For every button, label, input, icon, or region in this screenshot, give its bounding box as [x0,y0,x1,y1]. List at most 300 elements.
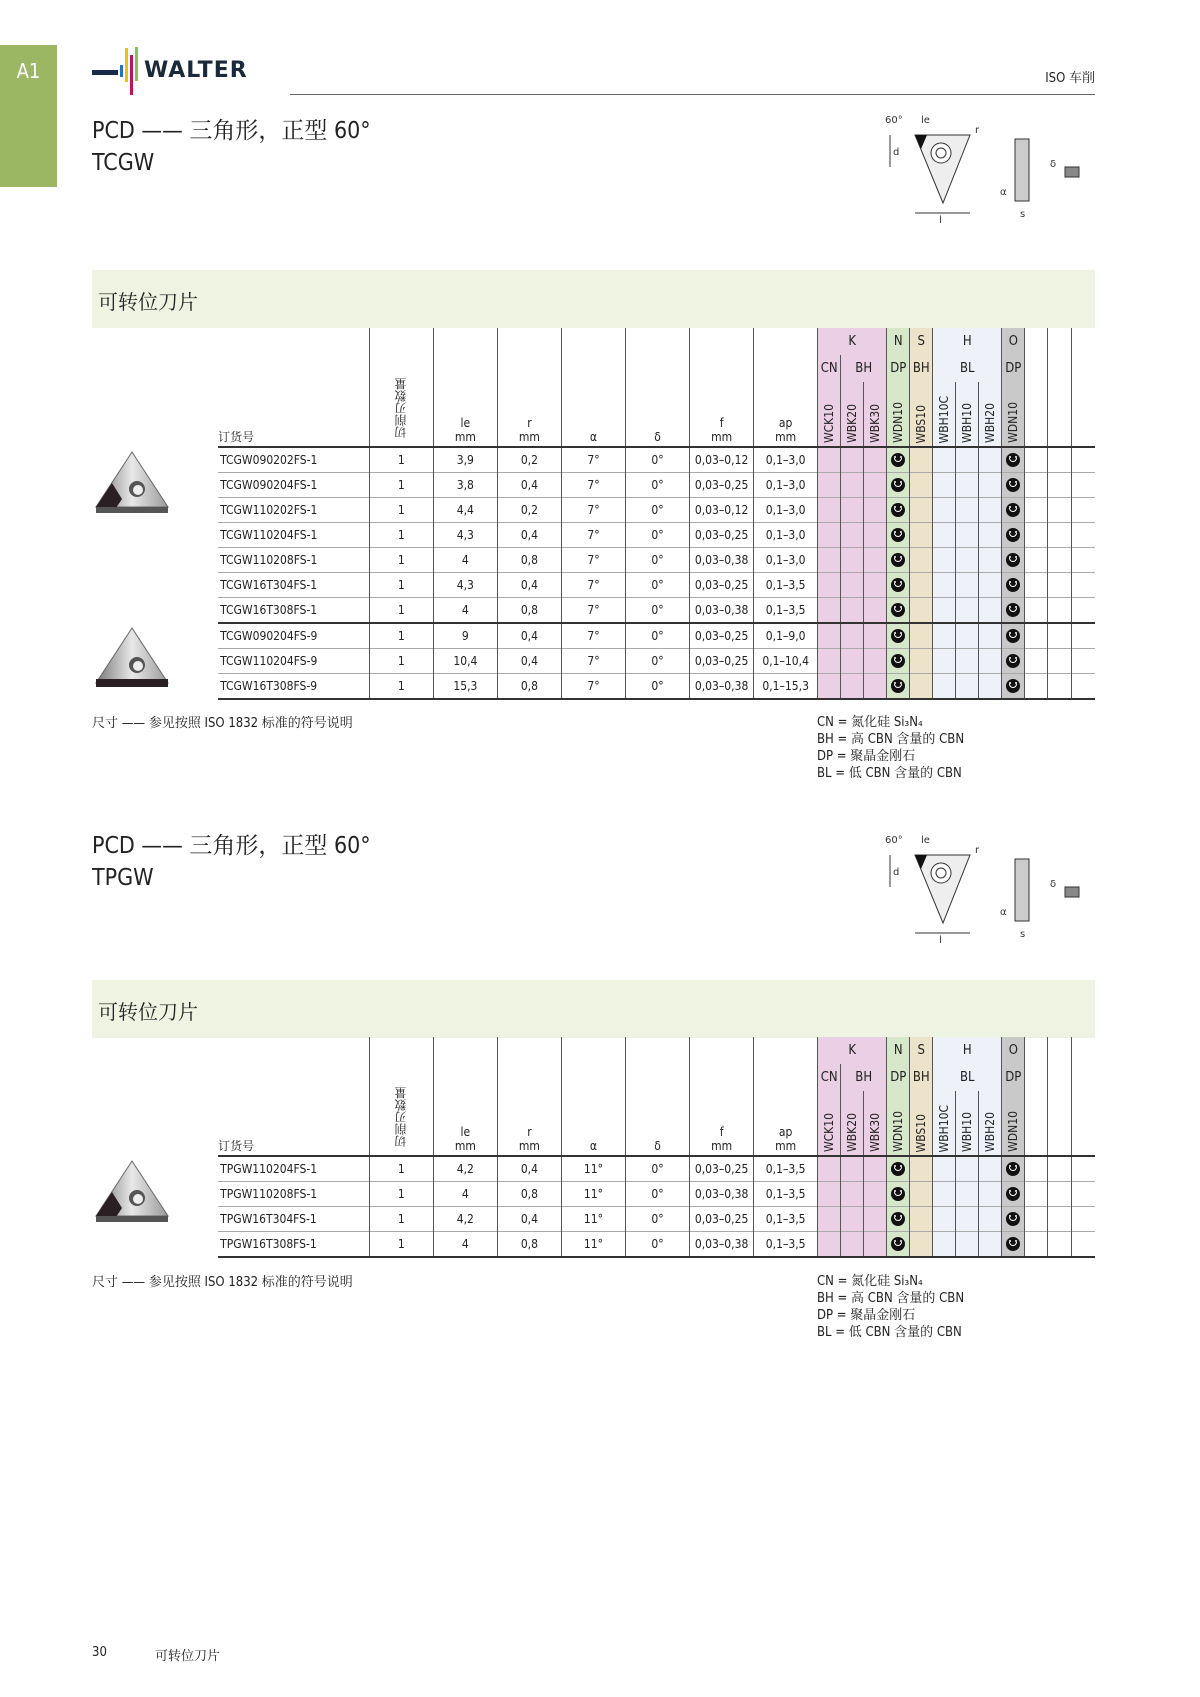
grade-cell [933,1182,956,1207]
table-row[interactable] [92,674,1095,700]
grade-cell [818,1232,841,1258]
cell-value: 4,2 [433,1156,497,1182]
cell-value: 0,4 [497,1156,561,1182]
cell-value: 0,03–0,38 [690,548,754,573]
insert-dimension-diagram [875,835,1095,949]
cell-value: 0,03–0,38 [690,674,754,700]
svg-text:α: α [1000,187,1007,198]
grade-cell [818,447,841,473]
grade-name: WBH10 [960,1112,975,1152]
grade-name: WBK30 [868,1113,883,1152]
order-number[interactable]: TCGW090204FS-1 [218,473,369,498]
order-number[interactable]: TPGW16T304FS-1 [218,1207,369,1232]
grade-cell [818,548,841,573]
grade-cell [818,523,841,548]
smiley-available-icon [1006,679,1020,693]
grade-header [887,382,910,447]
grade-cell [1002,548,1025,573]
cell-value: 0,4 [497,523,561,548]
column-label: δ [654,1139,661,1153]
grade-name: WBH10C [937,1104,952,1152]
grade-cell [1002,649,1025,674]
grade-cell [979,1232,1002,1258]
cell-value: 11° [561,1182,625,1207]
column-header-edges [369,328,433,447]
table-row[interactable] [92,447,1095,473]
column-label: 订货号 [218,1139,255,1153]
grade-cell [1002,523,1025,548]
grade-cell [1002,1207,1025,1232]
svg-text:δ: δ [1050,879,1057,890]
smiley-available-icon [1006,453,1020,467]
grade-cell [956,573,979,598]
header-category: ISO 车削 [1045,71,1095,86]
cell-value: 0° [626,473,690,498]
grade-cell [956,598,979,624]
table-row[interactable] [92,623,1095,649]
grade-cell [956,548,979,573]
column-label: ap [778,1125,793,1139]
insert-image [92,1156,218,1257]
grade-cell [841,623,864,649]
table-row[interactable] [92,548,1095,573]
cell-value: 1 [369,1182,433,1207]
grade-name: WBK20 [845,1113,860,1152]
smiley-available-icon [1006,553,1020,567]
grade-cell [887,447,910,473]
grade-cell [887,1207,910,1232]
svg-text:d: d [893,147,900,158]
grade-cell [956,1232,979,1258]
grade-cell [864,498,887,523]
cell-value: 0,1–3,0 [754,473,818,498]
column-header-r [497,328,561,447]
smiley-available-icon [1006,503,1020,517]
cell-value: 0,4 [497,573,561,598]
cell-value: 0° [626,548,690,573]
smiley-available-icon [891,553,905,567]
cell-value: 0,8 [497,598,561,624]
column-label: 订货号 [218,430,255,444]
section-tab [0,45,57,187]
cell-value: 4,3 [433,523,497,548]
grade-name: WBS10 [914,404,929,443]
legend-item: DP = 聚晶金刚石 [817,749,916,764]
grade-cell [818,498,841,523]
grade-cell [887,649,910,674]
cell-value: 7° [561,548,625,573]
grade-cell [841,1207,864,1232]
cell-value: 1 [369,473,433,498]
grade-name: WDN10 [891,402,906,443]
grade-cell [841,1232,864,1258]
grade-name: WDN10 [1006,402,1021,443]
table-row[interactable] [92,523,1095,548]
grade-cell [979,598,1002,624]
cell-value: 1 [369,573,433,598]
grade-cell [887,498,910,523]
grade-header [1002,1091,1025,1156]
svg-text:l: l [939,215,942,225]
unit-label: mm [454,430,476,444]
legend-item: BL = 低 CBN 含量的 CBN [817,766,962,781]
legend-item: BL = 低 CBN 含量的 CBN [817,1325,962,1340]
grade-cell [864,598,887,624]
grade-cell [979,1182,1002,1207]
iso-group-S: S [910,328,933,355]
cell-value: 0° [626,1182,690,1207]
grade-cell [818,598,841,624]
grade-cell [910,498,933,523]
cell-value: 1 [369,1232,433,1258]
insert-table [92,1037,1095,1258]
order-number[interactable]: TPGW16T308FS-1 [218,1232,369,1258]
cell-value: 0,2 [497,447,561,473]
grade-cell [1002,473,1025,498]
grade-cell [910,598,933,624]
grade-cell [1002,1156,1025,1182]
section-title [92,115,371,179]
column-header-order_no [218,1037,369,1156]
iso-group-N: N [887,328,910,355]
grade-cell [956,674,979,700]
cell-value: 7° [561,447,625,473]
grade-cell [841,598,864,624]
iso-group-K: K [818,1037,887,1064]
cell-value: 0,1–15,3 [754,674,818,700]
grade-cell [887,623,910,649]
grade-cell [818,1156,841,1182]
table-row[interactable] [92,1232,1095,1258]
grade-cell [933,498,956,523]
title-line-2: TCGW [92,150,155,176]
grade-cell [841,649,864,674]
column-header-f [690,1037,754,1156]
order-number[interactable]: TPGW110208FS-1 [218,1182,369,1207]
smiley-available-icon [891,528,905,542]
svg-text:60°: 60° [885,835,903,846]
grade-cell [887,674,910,700]
grade-cell [910,473,933,498]
unit-label: mm [518,430,540,444]
smiley-available-icon [1006,478,1020,492]
grade-header [841,382,864,447]
section-tab-label: A1 [16,59,41,83]
grade-cell [933,623,956,649]
smiley-available-icon [891,453,905,467]
grade-cell [956,447,979,473]
table-row[interactable] [92,1207,1095,1232]
cell-value: 1 [369,1207,433,1232]
cell-value: 0,2 [497,498,561,523]
material-group: BH [910,355,933,382]
grade-cell [887,1156,910,1182]
cell-value: 1 [369,623,433,649]
unit-label: mm [711,1139,733,1153]
grade-cell [818,473,841,498]
smiley-available-icon [891,503,905,517]
smiley-available-icon [1006,603,1020,617]
unit-label: mm [775,430,797,444]
column-header-alpha [561,1037,625,1156]
cell-value: 4,3 [433,573,497,598]
iso-group-H: H [933,328,1002,355]
cell-value: 7° [561,523,625,548]
column-header-order_no [218,328,369,447]
smiley-available-icon [1006,1162,1020,1176]
grade-cell [956,649,979,674]
svg-text:s: s [1020,209,1026,220]
grade-cell [910,1232,933,1258]
grade-cell [864,548,887,573]
smiley-available-icon [1006,1237,1020,1251]
smiley-available-icon [1006,1187,1020,1201]
grade-cell [841,473,864,498]
table-row[interactable] [92,1156,1095,1182]
smiley-available-icon [1006,654,1020,668]
cell-value: 0,1–3,0 [754,498,818,523]
smiley-available-icon [891,629,905,643]
order-number[interactable]: TCGW110208FS-1 [218,548,369,573]
grade-cell [910,573,933,598]
cell-value: 11° [561,1232,625,1258]
cell-value: 7° [561,623,625,649]
grade-cell [841,573,864,598]
cell-value: 1 [369,649,433,674]
grade-name: WBH10C [937,395,952,443]
cell-value: 0,1–3,0 [754,523,818,548]
cell-value: 0° [626,674,690,700]
grade-name: WDN10 [891,1111,906,1152]
cell-value: 0,4 [497,623,561,649]
edges-label: 切削刃数量 [394,378,409,438]
grade-cell [841,1182,864,1207]
cell-value: 0° [626,498,690,523]
cell-value: 0,03–0,25 [690,573,754,598]
grade-header [1002,382,1025,447]
column-header-alpha [561,328,625,447]
page-number: 30 [92,1645,107,1660]
dimension-note: 尺寸 —— 参见按照 ISO 1832 标准的符号说明 [92,1275,353,1290]
grade-cell [864,1232,887,1258]
grade-cell [933,473,956,498]
column-label: ap [778,416,793,430]
grade-cell [956,1182,979,1207]
grade-cell [841,1156,864,1182]
grade-cell [864,523,887,548]
material-group: DP [887,355,910,382]
grade-cell [910,649,933,674]
grade-cell [979,447,1002,473]
table-row[interactable] [92,1182,1095,1207]
grade-cell [1002,498,1025,523]
grade-cell [818,674,841,700]
cell-value: 1 [369,548,433,573]
cell-value: 4 [433,1182,497,1207]
cell-value: 4,4 [433,498,497,523]
cell-value: 0,4 [497,649,561,674]
column-header-le [433,328,497,447]
grade-cell [956,523,979,548]
table-row[interactable] [92,598,1095,624]
cell-value: 11° [561,1207,625,1232]
cell-value: 0,1–9,0 [754,623,818,649]
grade-name: WBH20 [983,403,998,443]
insert-image [92,623,218,699]
column-label: le [460,416,471,430]
grade-cell [841,447,864,473]
grade-cell [887,598,910,624]
cell-value: 0,1–3,5 [754,573,818,598]
iso-group-O: O [1002,1037,1025,1064]
cell-value: 15,3 [433,674,497,700]
order-number[interactable]: TCGW090204FS-9 [218,623,369,649]
grade-cell [910,623,933,649]
order-number[interactable]: TCGW110204FS-9 [218,649,369,674]
iso-group-S: S [910,1037,933,1064]
grade-name: WBH20 [983,1112,998,1152]
grade-cell [864,649,887,674]
grade-cell [933,447,956,473]
grade-cell [887,548,910,573]
grade-cell [818,649,841,674]
grade-cell [956,1156,979,1182]
grade-cell [979,548,1002,573]
grade-cell [956,473,979,498]
grade-cell [887,573,910,598]
grade-cell [1002,598,1025,624]
grade-cell [818,623,841,649]
cell-value: 0,03–0,12 [690,498,754,523]
smiley-available-icon [891,1237,905,1251]
cell-value: 0,8 [497,674,561,700]
svg-text:s: s [1020,929,1026,940]
cell-value: 4 [433,1232,497,1258]
cell-value: 0,4 [497,1207,561,1232]
title-line-1: PCD —— 三角形，正型 60° [92,118,371,144]
cell-value: 0° [626,523,690,548]
grade-cell [864,674,887,700]
order-number[interactable]: TCGW16T304FS-1 [218,573,369,598]
grade-cell [910,1207,933,1232]
order-number[interactable]: TPGW110204FS-1 [218,1156,369,1182]
grade-cell [910,1182,933,1207]
grade-cell [933,1156,956,1182]
cell-value: 0,03–0,38 [690,1232,754,1258]
order-number[interactable]: TCGW16T308FS-1 [218,598,369,624]
grade-cell [910,548,933,573]
grade-cell [864,1156,887,1182]
smiley-available-icon [891,1187,905,1201]
table-row[interactable] [92,649,1095,674]
insert-dimension-diagram [875,115,1095,229]
title-line-2: TPGW [92,865,154,891]
grade-header [933,382,956,447]
smiley-available-icon [1006,629,1020,643]
svg-text:WALTER: WALTER [144,58,248,83]
grade-header [864,382,887,447]
cell-value: 0,03–0,25 [690,649,754,674]
iso-group-K: K [818,328,887,355]
cell-value: 10,4 [433,649,497,674]
cell-value: 0,1–3,5 [754,598,818,624]
grade-cell [979,623,1002,649]
cell-value: 4,2 [433,1207,497,1232]
unit-label: mm [518,1139,540,1153]
cell-value: 1 [369,447,433,473]
grade-cell [887,523,910,548]
legend-item: CN = 氮化硅 Si₃N₄ [817,1274,923,1289]
grade-cell [979,1207,1002,1232]
grade-cell [956,498,979,523]
column-header-ap [754,328,818,447]
grade-header [933,1091,956,1156]
grade-cell [864,573,887,598]
cell-value: 3,8 [433,473,497,498]
grade-cell [1002,623,1025,649]
svg-text:r: r [975,845,980,856]
table-row[interactable] [92,498,1095,523]
smiley-available-icon [1006,578,1020,592]
grade-cell [1002,447,1025,473]
cell-value: 11° [561,1156,625,1182]
grade-cell [1002,674,1025,700]
order-number[interactable]: TCGW16T308FS-9 [218,674,369,700]
grade-cell [956,623,979,649]
grade-name: WBH10 [960,403,975,443]
order-number[interactable]: TCGW110204FS-1 [218,523,369,548]
cell-value: 0,8 [497,1182,561,1207]
material-group: DP [887,1064,910,1091]
smiley-available-icon [1006,1212,1020,1226]
grade-cell [1002,1232,1025,1258]
grade-header [979,382,1002,447]
svg-text:r: r [975,125,980,136]
svg-text:le: le [921,835,930,846]
section-title [92,830,371,894]
grade-cell [864,1207,887,1232]
header-row [92,328,1095,355]
cell-value: 7° [561,573,625,598]
column-header-edges [369,1037,433,1156]
grade-cell [933,598,956,624]
grade-cell [1002,573,1025,598]
insert-image [92,447,218,623]
cell-value: 1 [369,598,433,624]
material-group: CN [818,355,841,382]
svg-text:l: l [939,935,942,945]
smiley-available-icon [891,1162,905,1176]
svg-text:60°: 60° [885,115,903,126]
grade-cell [979,674,1002,700]
column-label: α [589,430,598,444]
grade-cell [864,623,887,649]
grade-cell [910,674,933,700]
column-header-delta [626,1037,690,1156]
table-row[interactable] [92,573,1095,598]
cell-value: 0° [626,1156,690,1182]
table-row[interactable] [92,473,1095,498]
cell-value: 0,1–3,0 [754,548,818,573]
cell-value: 1 [369,498,433,523]
grade-header [864,1091,887,1156]
grade-cell [841,548,864,573]
header-rule [290,94,1095,95]
cell-value: 0,03–0,25 [690,523,754,548]
order-number[interactable]: TCGW110202FS-1 [218,498,369,523]
grade-cell [910,1156,933,1182]
order-number[interactable]: TCGW090202FS-1 [218,447,369,473]
